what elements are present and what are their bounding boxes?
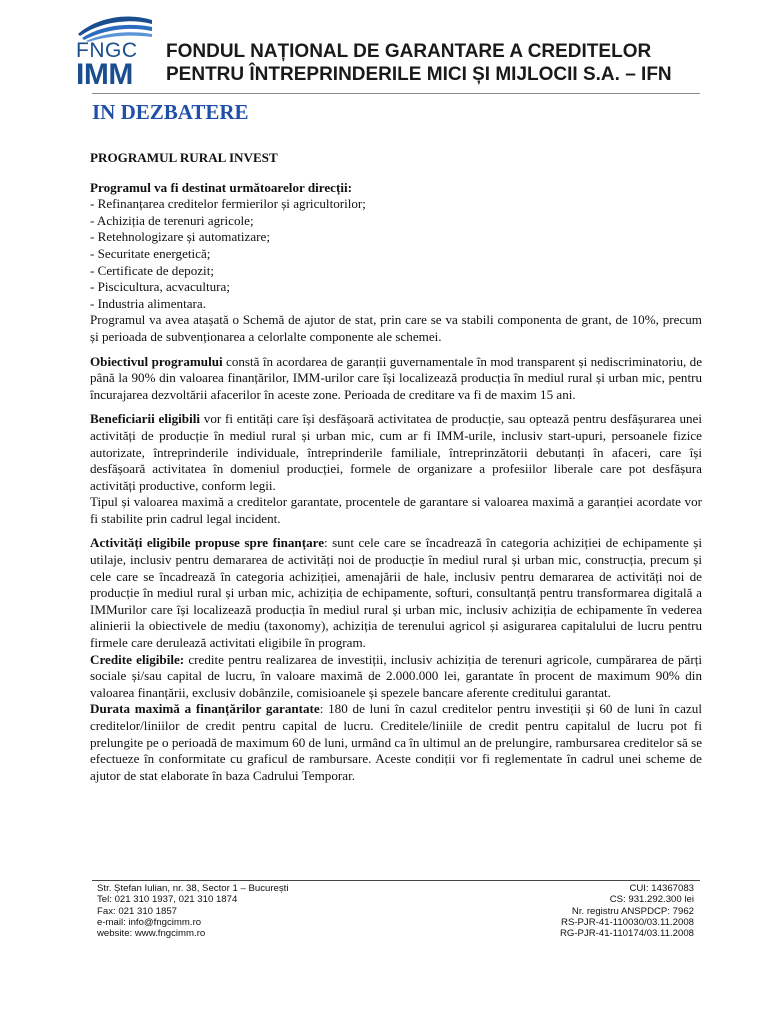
list-item: - Piscicultura, acvacultura; [90, 279, 230, 295]
footer-address: Str. Ștefan Iulian, nr. 38, Sector 1 – București [97, 883, 289, 894]
objective-text: constă în acordarea de garanții guvernamentale în mod transparent și nediscriminatoriu, de până la 90% din valoarea finanțărilor, IMM-urilor care își localizează producția în mediul rural și urban mic, pentru încurajarea dezvoltării afacerilor în aceste zone. Perioada de creditare va fi de maxim 15 ani. [90, 353, 703, 402]
footer-cs: CS: 931.292.300 lei [609, 894, 694, 906]
org-line-1: FONDUL NAȚIONAL DE GARANTARE A CREDITELOR [166, 41, 652, 62]
beneficiaries-text: vor fi entități care își desfășoară activitatea de producție, sau optează pentru desfășurarea unei activități de producție în mediul rural și urban mic, cum ar fi IMM-urile, inclusiv start-upuri, persoanele fizice autorizate, întreprinderile individuale, întreprinderile familiale, întreprinzătorii debutanți în afaceri, care își desfășoară activitatea în domeniul producției, formele de organizare a profesiilor liberale care pot desfășura activități productive, conform legii. [90, 411, 702, 493]
credits-paragraph [90, 652, 702, 702]
credits-text: credite pentru realizarea de investiții, inclusiv achiziția de terenuri agricole, cumpărarea de părți sociale și/sau capital de lucru, în valoare maximă de 2.000.000 lei, garantate în procent de maximum 90% din valoarea finanțării, exclusiv dobânzile, comisioanele și spezele bancare aferente creditului garantat. [90, 651, 702, 700]
page-title: IN DEZBATERE [92, 100, 249, 124]
list-item: - Securitate energetică; [90, 245, 211, 261]
footer-website: website: www.fngcimm.ro [97, 928, 206, 940]
logo-fngc-text: FNGC [76, 39, 138, 62]
activities-text: : sunt cele care se încadrează în categoria achiziției de echipamente și utilaje, inclusiv pentru demararea de activități noi de producție în mediul rural și urban mic, construcția, precum și cele care se încadrează în categoria achiziției, amenajării de hale, inclusiv pentru demararea de activități noi de producție în mediul rural și urban mic, achiziția de echipamente, softuri, consultanță pentru transformarea digitală a IMMurilor care își localizează producția în mediul rural și urban mic, inclusiv achiziția de echipamente în vederea alinierii la obiectivele de mediu (taxonomy), achiziția de terenului agricol și asigurarea capitalului de lucru pentru firmele care derulează activitati eligibile în program. [90, 535, 703, 651]
list-item: - Industria alimentara. [90, 295, 206, 311]
list-item: - Retehnologizare și automatizare; [90, 229, 270, 245]
letterhead [0, 0, 768, 92]
program-title: PROGRAMUL RURAL INVEST [90, 150, 278, 165]
wave-icon [76, 14, 154, 42]
beneficiaries-label: Beneficiarii eligibili [90, 411, 200, 427]
footer-rg: RG-PJR-41-110174/03.11.2008 [559, 928, 694, 940]
footer-divider [92, 880, 700, 881]
organization-name [166, 40, 672, 86]
activities-paragraph [90, 535, 702, 651]
header-divider [92, 93, 700, 94]
duration-text: : 180 de luni în cazul creditelor pentru investiții și 60 de luni în cazul creditelor/liniilor de credit pentru capital de lucru. Creditele/liniile de credit pentru capitalul de lucru pot fi prelungite pe o perioadă de maximum 60 de luni, urmând ca în ultimul an de prelungire, rambursarea creditelor să se efectueze în conformitate cu graficul de rambursare. Aceste condiții vor fi reglementate în cadrul unei scheme de ajutor de stat elaborate în baza Cadrului Temporar. [90, 701, 702, 783]
logo-imm-text: IMM [76, 58, 133, 91]
objective-paragraph [90, 354, 702, 404]
duration-label: Durata maximă a finanțărilor garantate [90, 701, 320, 717]
footer-rs: RS-PJR-41-110030/03.11.2008 [561, 916, 694, 928]
duration-paragraph [90, 701, 702, 784]
footer-anspdcp: Nr. registru ANSPDCP: 7962 [571, 905, 694, 917]
footer-tel: Tel: 021 310 1937, 021 310 1874 [97, 894, 238, 906]
footer-fax: Fax: 021 310 1857 [97, 905, 178, 917]
fngc-imm-logo [76, 14, 156, 91]
footer-contact [97, 883, 288, 939]
list-item: - Certificate de depozit; [90, 262, 214, 278]
beneficiaries-paragraph [90, 411, 702, 494]
org-line-2: PENTRU ÎNTREPRINDERILE MICI ȘI MIJLOCII S.A. – IFN [166, 64, 672, 85]
objective-label: Obiectivul programului [90, 353, 223, 369]
list-item: - Achiziția de terenuri agricole; [90, 212, 254, 228]
footer-email: e-mail: info@fngcimm.ro [97, 916, 202, 928]
directions-heading: Programul va fi destinat următoarelor direcții: [90, 179, 352, 195]
list-item: - Refinanțarea creditelor fermierilor și agricultorilor; [90, 196, 366, 212]
beneficiaries-extra: Tipul și valoarea maximă a creditelor garantate, procentele de garantare si valoarea maximă a garanției acordate vor fi stabilite prin cadrul legal incident. [90, 494, 702, 526]
footer-cui: CUI: 14367083 [629, 883, 694, 894]
credits-label: Credite eligibile: [90, 651, 185, 667]
activities-label: Activități eligibile propuse spre finanțare [90, 535, 325, 551]
document-body [90, 150, 702, 784]
directions-list [90, 196, 702, 312]
footer-registration [560, 883, 694, 939]
scheme-paragraph: Programul va avea atașată o Schemă de ajutor de stat, prin care se va stabili componenta de grant, de 10%, precum și perioada de subvenționarea a celorlalte componente ale schemei. [90, 312, 702, 344]
